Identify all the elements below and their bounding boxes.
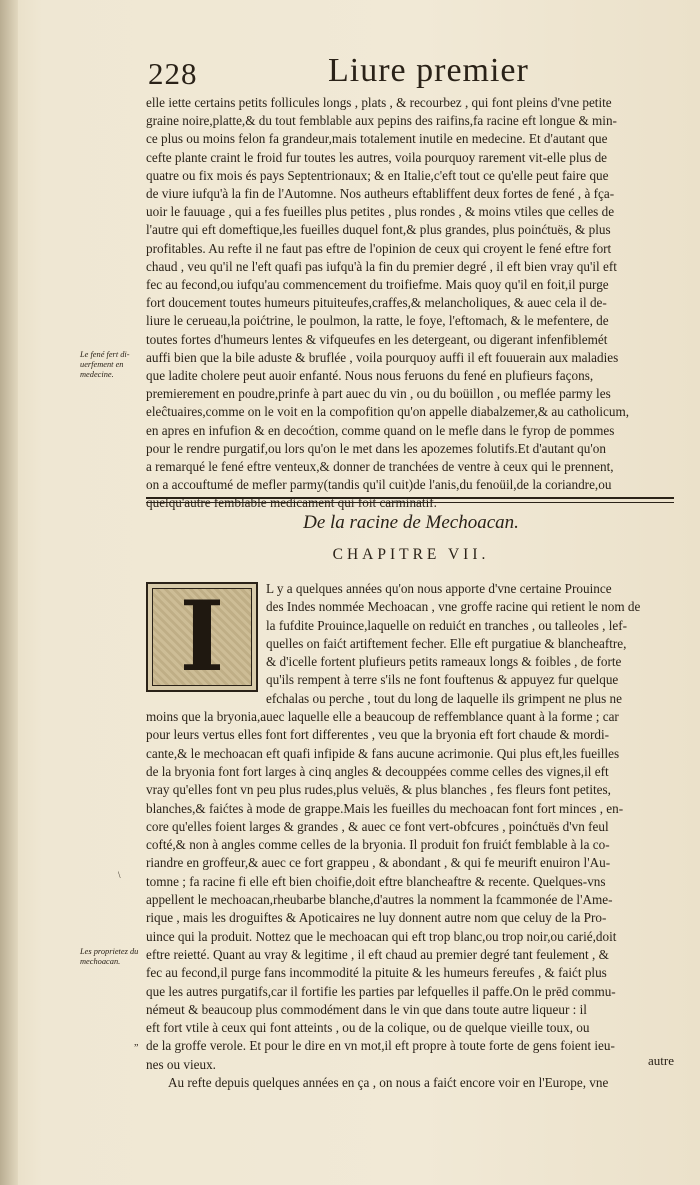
text-line: cante,& le mechoacan eft quafi infipide & fans aucune acrimonie. Qui plus eft,les fueilles: [146, 745, 620, 761]
quote-mark: „: [134, 1037, 139, 1048]
text-line: Au refte depuis quelques années en ça , on nous a faićt encore voir en l'Europe, vne: [168, 1075, 609, 1091]
running-title: Liure premier: [328, 52, 529, 89]
text-line: l'autre qui eft domeftique,les fueilles duquel font,& plus grandes, plus poinćtuës, & plus: [146, 222, 611, 238]
section-divider-rule: [146, 497, 674, 503]
text-line: que ladite cholere peut auoir enfanté. Nous nous feruons du fené en plufieurs façons,: [146, 368, 594, 384]
book-spine-shadow: [0, 0, 18, 1185]
text-line: en apres en infufion & en decoćtion, comme quand on le mefle dans le fyrop de pommes: [146, 422, 615, 438]
text-line: L y a quelques années qu'on nous apporte d'vne certaine Prouince: [266, 581, 612, 596]
text-line: graine noire,platte,& du tout femblable aux pepins des raifins,fa racine eft longue & min-: [146, 113, 617, 129]
text-line: & d'icelle fortent plufieurs petits rameaux longs & foibles , de forte: [266, 654, 622, 670]
page-header: [148, 52, 668, 92]
text-line: rique , mais les droguiftes & Apoticaires ne luy donnent autre nom que celuy de la Pro-: [146, 910, 607, 926]
text-line: eft fort vtile à ceux qui font atteints , ou de la colique, ou de quelque vieille toux, ou: [146, 1020, 590, 1036]
text-line: des Indes nommée Mechoacan , vne groffe racine qui retient le nom de: [266, 599, 641, 615]
text-line: riandre en groffeur,& auec ce fort grappeu , & abondant , & qui fe meurift enuiron l'Au-: [146, 855, 611, 871]
text-line: nes ou vieux.: [146, 1056, 216, 1072]
text-line: auffi bien que la bile aduste & bruflée , voila pourquoy auffi il eft fouuerain aux maladies: [146, 349, 619, 365]
text-line: quelqu'autre femblable medicament qui foit carminatif.: [146, 495, 437, 511]
text-line: qu'ils rempent à terre s'ils ne font fouftenus & appuyez fur quelque: [266, 672, 619, 688]
text-line: fec au fecond,il purge fans incommodité la pituite & les humeurs fereufes , & faićt plus: [146, 965, 607, 981]
text-line: blanches,& faićtes à mode de grappe.Mais les fueilles du mechoacan font fort minces , en-: [146, 800, 624, 816]
senna-text-block: [146, 94, 676, 513]
text-line: la fufdite Prouince,laquelle on reduićt en tranches , ou talleoles , lef-: [266, 617, 628, 633]
text-line: tomne ; fa racine fi elle eft bien choifie,doit eftre blancheaftre & recente. Quelques-vns: [146, 873, 606, 889]
initial-letter: I: [179, 580, 225, 693]
text-line: ce plus ou moins felon fa grandeur,mais totalement inutile en medecine. Et d'autant que: [146, 131, 608, 147]
text-line: efchalas ou perche , tout du long de laquelle ils grimpent ne plus ne: [266, 690, 622, 706]
decorated-initial: [146, 582, 258, 692]
side-mark: \: [118, 870, 121, 880]
text-line: elle iette certains petits follicules longs , plats , & recourbez , qui font pleins d'vne petite: [146, 95, 612, 110]
margin-note-sene: Le fené fert di-uerfement en medecine.: [80, 350, 130, 379]
text-line: pour leurs vertus elles font fort differentes , veu que la bryonia eft fort chaude & mordi-: [146, 727, 609, 743]
text-line: on a accouftumé de mefler parmy(tandis qu'il cuit)de l'anis,du fenoüil,de la coriandre,ou: [146, 477, 612, 493]
text-line: eleĉtuaires,comme on le voit en la compofition qu'on appelle diabalzemer,& au catholicum,: [146, 404, 630, 420]
text-line: profitables. Au refte il ne faut pas eftre de l'opinion de ceux qui croyent le fené eftre fort: [146, 240, 612, 256]
text-line: quelles on faićt artiftement fecher. Elle eft purgatiue & blancheaftre,: [266, 635, 627, 651]
text-line: fort doucement toutes humeurs pituiteufes,craffes,& melancholiques, & auec cela il de-: [146, 295, 607, 311]
text-line: némeut & beaucoup plus commodément dans le vin que dans toute autre liqueur : il: [146, 1001, 587, 1017]
decorated-initial-frame: [152, 580, 252, 693]
chapter-label: CHAPITRE VII.: [332, 546, 490, 563]
section-title: De la racine de Mechoacan.: [303, 512, 519, 533]
text-line: uince qui la produit. Nottez que le mechoacan qui eft trop blanc,ou trop noir,ou carié,doit: [146, 928, 617, 944]
text-line: a remarqué le fené eftre venteux,& donner de tranchées de ventre à ceux qui le prennent,: [146, 459, 614, 475]
text-line: appellent le mechoacan,rheubarbe blanche,d'autres la nomment la fcammonée de l'Ame-: [146, 892, 613, 908]
text-line: quatre ou fix mois és pays Septentrionaux; & en Italie,c'eft tout ce qu'elle peut faire que: [146, 167, 609, 183]
text-line: uoir le fauuage , qui a fes fueilles plus petites , plus rondes , & moins vtiles que celles de: [146, 204, 615, 220]
text-line: de la bryonia font fort larges à cinq angles & decouppées comme celles des vignes,il eft: [146, 763, 609, 779]
text-line: toutes fortes d'humeurs lentes & vifqueufes en les detergeant, ou digerant infenfiblemét: [146, 331, 608, 347]
text-line: liure le cerueau,la poićtrine, le poulmon, la ratte, le foye, l'eftomach, & le mefentere, de: [146, 313, 609, 329]
text-line: cefte plante craint le froid fur toutes les autres, voila pourquoy rarement vit-elle plus de: [146, 149, 608, 165]
text-line: chaud , veu qu'il ne l'eft quafi pas iufqu'à la fin du premier degré , il eft bien vray qu'il eft: [146, 258, 617, 274]
page-number: 228: [148, 56, 198, 91]
text-line: vray qu'elles font vn peu plus rudes,plus veluës, & plus blanches , fes fleurs font petites,: [146, 782, 611, 798]
text-line: cofté,& non à angles comme celles de la bryonia. Il produit fon fruićt femblable à la co-: [146, 837, 610, 853]
mechoacan-text-block: [146, 580, 676, 1092]
text-line: de la groffe verole. Et pour le dire en vn mot,il eft propre à toute forte de gens foient ieu-: [146, 1038, 615, 1054]
text-line: core qu'elles foient larges & grandes , & auec ce font vert-obfcures , poinćtuës d'vn feul: [146, 818, 609, 834]
text-line: de viure iufqu'à la fin de l'Automne. Nos autheurs eftabliffent deux fortes de fené , à fça-: [146, 186, 615, 202]
catchword: autre: [648, 1053, 674, 1068]
text-line: eftre reietté. Quant au vray & legitime , il eft chaud au premier degré tant feulement , &: [146, 946, 609, 962]
text-line: pour le rendre purgatif,ou lors qu'on le met dans les apozemes folutifs.Et d'autant qu'on: [146, 440, 606, 456]
text-line: moins que la bryonia,auec laquelle elle a beaucoup de reffemblance quant à la forme ; car: [146, 709, 619, 725]
margin-note-mechoacan: Les proprietez du mechoacan.: [80, 947, 139, 966]
text-line: fec au fecond,ou iufqu'au commencement du troifiefme. Mais quoy qu'il en foit,il purge: [146, 277, 609, 293]
text-line: premierement en poudre,prinfe à part auec du vin , ou du boüillon , ou meflée parmy les: [146, 386, 611, 402]
text-line: que les autres purgatifs,car il fortifie les parties par lefquelles il paffe.On le prēd commu-: [146, 983, 616, 999]
